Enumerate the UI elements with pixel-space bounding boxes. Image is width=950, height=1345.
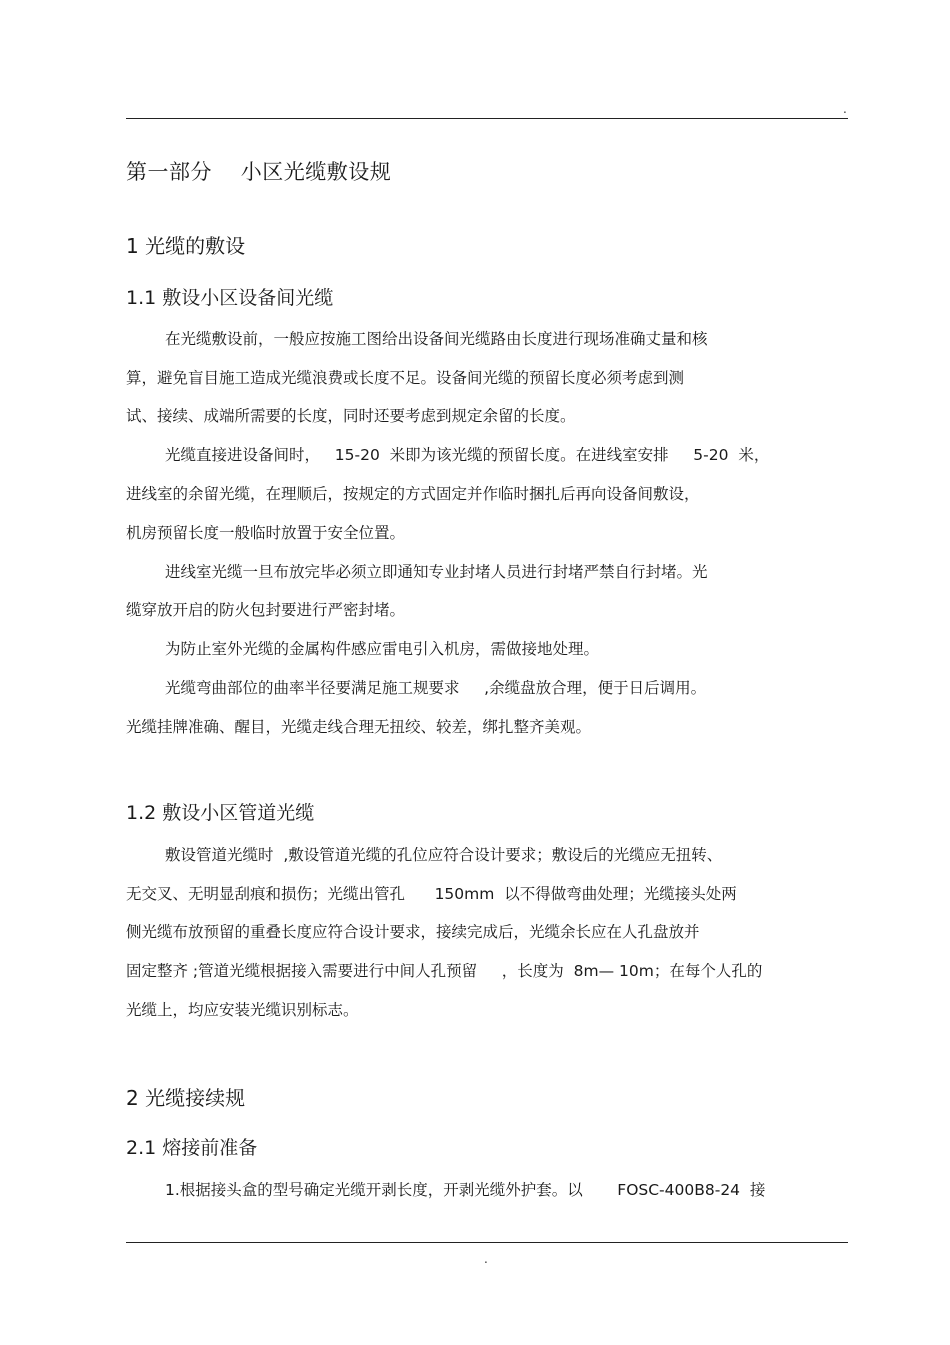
header-mark: . <box>843 102 847 116</box>
footer-rule <box>126 1242 848 1243</box>
paragraph-line: 光缆挂牌准确、醒目，光缆走线合理无扭绞、较差，绑扎整齐美观。 <box>126 718 592 736</box>
paragraph-line: 算，避免盲目施工造成光缆浪费或长度不足。设备间光缆的预留长度必须考虑到测 <box>126 369 685 387</box>
section-heading-1-1: 1.1 敷设小区设备间光缆 <box>126 287 334 309</box>
paragraph-line: 光缆直接进设备间时， 15-20 米即为该光缆的预留长度。在进线室安排 5-20 米， <box>165 446 770 464</box>
paragraph-line: 试、接续、成端所需要的长度，同时还要考虑到规定余留的长度。 <box>126 407 576 425</box>
section-heading-2: 2 光缆接续规 <box>126 1086 246 1110</box>
paragraph-line: 缆穿放开启的防火包封要进行严密封堵。 <box>126 601 406 619</box>
paragraph-line: 在光缆敷设前，一般应按施工图给出设备间光缆路由长度进行现场准确丈量和核 <box>165 330 708 348</box>
header-rule <box>126 118 848 119</box>
page-title: 第一部分 小区光缆敷设规 <box>126 160 392 184</box>
paragraph-line: 无交叉、无明显刮痕和损伤；光缆出管孔 150mm 以不得做弯曲处理；光缆接头处两 <box>126 885 737 903</box>
section-heading-2-1: 2.1 熔接前准备 <box>126 1137 258 1159</box>
paragraph-line: 光缆上，均应安装光缆识别标志。 <box>126 1001 359 1019</box>
paragraph-line: 光缆弯曲部位的曲率半径要满足施工规要求 ,余缆盘放合理，便于日后调用。 <box>165 679 707 697</box>
section-heading-1: 1 光缆的敷设 <box>126 234 246 258</box>
footer-mark: . <box>484 1252 488 1266</box>
paragraph-line: 为防止室外光缆的金属构件感应雷电引入机房，需做接地处理。 <box>165 640 600 658</box>
paragraph-line: 敷设管道光缆时 ,敷设管道光缆的孔位应符合设计要求；敷设后的光缆应无扭转、 <box>165 846 723 864</box>
paragraph-line: 进线室光缆一旦布放完毕必须立即通知专业封堵人员进行封堵严禁自行封堵。光 <box>165 563 708 581</box>
paragraph-line: 固定整齐 ;管道光缆根据接入需要进行中间人孔预留 ，长度为 8m— 10m；在每个人孔的 <box>126 962 763 980</box>
paragraph-line: 1.根据接头盒的型号确定光缆开剥长度，开剥光缆外护套。以 FOSC-400B8-24 接 <box>165 1181 766 1199</box>
paragraph-line: 机房预留长度一般临时放置于安全位置。 <box>126 524 406 542</box>
section-heading-1-2: 1.2 敷设小区管道光缆 <box>126 802 315 824</box>
paragraph-line: 进线室的余留光缆，在理顺后，按规定的方式固定并作临时捆扎后再向设备间敷设， <box>126 485 700 503</box>
paragraph-line: 侧光缆布放预留的重叠长度应符合设计要求，接续完成后，光缆余长应在人孔盘放并 <box>126 923 700 941</box>
